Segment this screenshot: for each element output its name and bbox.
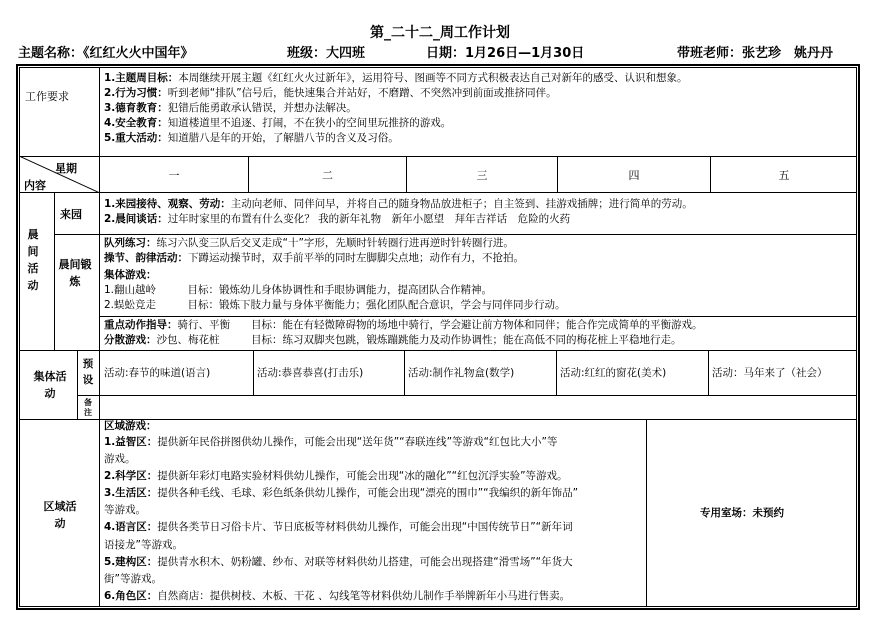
area-line: 6.角色区：自然商店：提供树枝、木板、干花 、勾线笔等材料供幼儿制作手举牌新年小马进行售卖。 (104, 589, 571, 602)
vrule-act3 (556, 350, 557, 396)
exercise-line: 集体游戏： (104, 269, 157, 281)
vrule-req (99, 67, 100, 157)
activity-monday: 活动:春节的味道(语言) (104, 367, 211, 379)
requirement-item: 1.主题周目标：本周继续开展主题《红红火火过新年》，运用符号、图画等不同方式积极表达自己对新年的感受、认识和想象。 (104, 72, 688, 84)
area-line: 游戏。 (104, 453, 136, 466)
vrule-group2 (99, 350, 100, 420)
activity-thursday: 活动:红红的窗花(美术) (560, 367, 667, 379)
vrule-area (99, 419, 100, 607)
area-line: 街”等游戏。 (104, 572, 162, 585)
exercise-line: 操节、韵律活动：下蹲运动操节时，双手前平举的同时左脚脚尖点地；动作有力，不抢拍。 (104, 252, 524, 264)
key-action-content (104, 318, 703, 348)
activity-friday: 活动：马年来了（社会） (712, 367, 828, 379)
morning-group-label: 晨间活动 (27, 228, 39, 292)
exercise-line: 队列练习：练习六队变三队后交叉走成“十”字形，先顺时针转圈行进再逆时针转圈行进。 (104, 237, 514, 249)
teacher-names: 带班老师：张艺珍 姚丹丹 (677, 46, 834, 61)
requirement-item: 3.德育教育：犯错后能勇敢承认错误，并想办法解决。 (104, 102, 357, 114)
day-friday: 五 (778, 169, 790, 182)
area-line: 5.建构区：提供青水积木、奶粉罐、纱布、对联等材料供幼儿搭建，可能会出现搭建“滑雪场”“年货大 (104, 555, 573, 568)
vrule-act1 (253, 350, 254, 396)
class-name: 班级：大四班 (287, 46, 366, 61)
vrule-act2 (404, 350, 405, 396)
area-heading: 区域游戏： (104, 420, 157, 432)
exercise-line: 1.翻山越岭 目标：锻炼幼儿身体协调性和手眼协调能力，提高团队合作精神。 (104, 284, 493, 296)
area-line: 2.科学区：提供新年彩灯电路实验材料供幼儿操作，可能会出现“冰的融化”“红包沉浮实验”等游戏。 (104, 470, 568, 483)
corner-content-label: 内容 (24, 179, 46, 192)
rule-requirements (19, 156, 857, 157)
note-label: 备注 (84, 398, 92, 417)
arrival-content (104, 197, 693, 227)
requirement-item: 2.行为习惯：听到老师“排队”信号后，能快速集合并站好，不磨蹭、不突然冲到前面或推挤同伴。 (104, 87, 557, 99)
area-activity-label: 区域活动 (43, 500, 77, 530)
day-wednesday: 三 (476, 169, 488, 182)
exercise-line: 2.蜈蚣竞走 目标：锻炼下肢力量与身体平衡能力；强化团队配合意识，学会与同伴同步行动。 (104, 299, 566, 311)
corner-weekday-label: 星期 (55, 162, 77, 175)
area-line: 等游戏。 (104, 504, 146, 517)
rule-morning (19, 350, 857, 351)
requirement-item: 5.重大活动：知道腊八是年的开始，了解腊八节的含义及习俗。 (104, 132, 399, 144)
area-line: 4.语言区：提供各类节日习俗卡片、节日底板等材料供幼儿操作，可能会出现“中国传统节日”“新年词 (104, 521, 573, 534)
theme-name: 主题名称：《红红火火中国年》 (18, 46, 194, 61)
requirements-label: 工作要求 (25, 90, 69, 103)
dedicated-room: 专用室场：未预约 (700, 507, 784, 519)
requirements-list (104, 71, 688, 146)
day-tuesday: 二 (322, 169, 333, 182)
vrule-room (646, 419, 647, 607)
area-content (104, 419, 578, 605)
area-line: 语接龙”等游戏。 (104, 538, 183, 551)
vrule-act4 (708, 350, 709, 396)
group-game-content (104, 268, 566, 313)
area-line: 3.生活区：提供各种毛线、毛球、彩色纸条供幼儿操作，可能会出现“漂亮的围巾”“我编织的新年饰品” (104, 487, 579, 500)
exercise-line: 重点动作指导：骑行、平衡 目标：能在有轻微障碍物的场地中骑行，学会避让前方物体和同伴；能合作完成简单的平衡游戏。 (104, 319, 703, 331)
exercise-label: 晨间锻炼 (58, 258, 92, 288)
vrule-group (77, 350, 78, 420)
activity-wednesday: 活动:制作礼物盒(数学) (408, 367, 515, 379)
preset-label: 预设 (82, 358, 94, 386)
rule-weekhdr (19, 192, 857, 193)
group-activity-label: 集体活动 (33, 370, 67, 400)
exercise-line: 分散游戏：沙包、梅花桩 目标：练习双脚夹包跳，锻炼蹦跳能力及动作协调性；能在高低不同的梅花桩上平稳地行走。 (104, 334, 682, 346)
rule-preset (77, 395, 857, 396)
requirement-item: 4.安全教育：知道楼道里不追逐、打闹，不在狭小的空间里玩推挤的游戏。 (104, 117, 452, 129)
day-monday: 一 (168, 169, 180, 182)
area-line: 1.益智区：提供新年民俗拼图供幼儿操作，可能会出现“送年货”“春联连线”等游戏“红包比大小”等 (104, 436, 558, 448)
rule-exercise (99, 316, 857, 317)
arrival-line: 1.来园接待、观察、劳动：主动向老师、同伴问早，并将自己的随身物品放进柜子；自主签到、挂游戏插牌；进行简单的劳动。 (104, 198, 693, 210)
arrival-label: 来园 (60, 208, 82, 221)
date-range: 日期：1月26日—1月30日 (426, 46, 585, 61)
arrival-line: 2.晨间谈话：过年时家里的布置有什么变化？ 我的新年礼物 新年小愿望 拜年吉祥话 危险的火药 (104, 213, 571, 225)
page-title: 第_二十二_周工作计划 (370, 25, 510, 41)
activity-tuesday: 活动:恭喜恭喜(打击乐) (257, 367, 364, 379)
exercise-content (104, 236, 524, 266)
day-thursday: 四 (628, 169, 640, 182)
rule-arrival (54, 234, 857, 235)
vrule-morning (54, 192, 55, 351)
